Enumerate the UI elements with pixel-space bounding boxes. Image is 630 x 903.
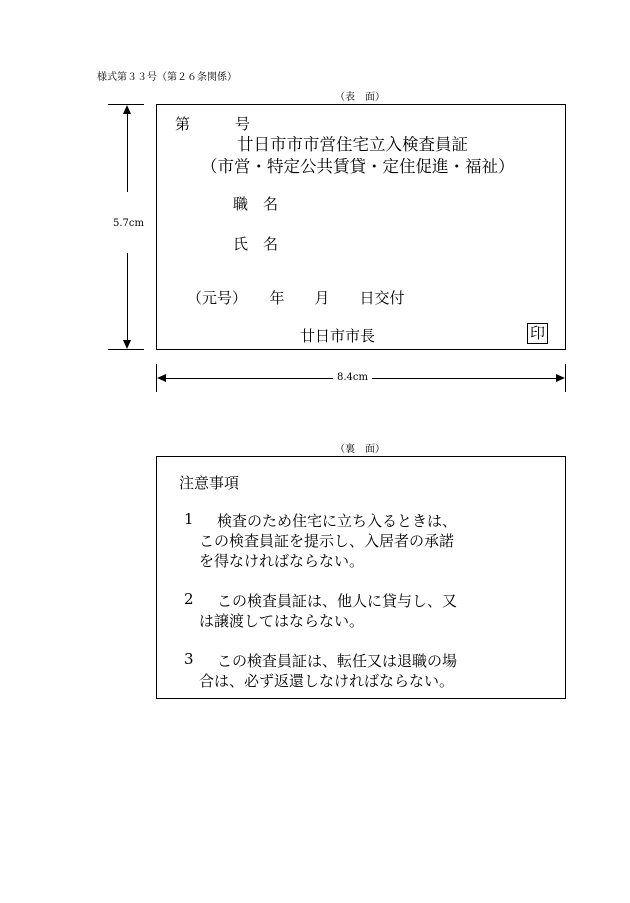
height-line-bottom	[127, 253, 128, 341]
note-line: この検査員証は、転任又は退職の場	[217, 652, 458, 670]
width-extension-right	[565, 364, 566, 392]
notes-heading: 注意事項	[179, 474, 240, 492]
back-side-label: （裏 面）	[335, 444, 385, 455]
front-side-label: （表 面）	[335, 92, 385, 103]
note-line: この検査員証は、他人に貸与し、又	[217, 592, 458, 610]
position-label: 職 名	[233, 195, 279, 213]
issuer-name: 廿日市市長	[300, 327, 376, 345]
back-card	[156, 456, 566, 699]
note-line: この検査員証を提示し、入居者の承諾	[199, 532, 455, 550]
form-number: 様式第３３号（第２６条関係）	[97, 72, 237, 83]
note-line: は譲渡してはならない。	[199, 612, 365, 630]
note-number: 2	[184, 590, 194, 608]
note-line: 合は、必ず返還しなければならない。	[199, 672, 455, 690]
seal-stamp: 印	[527, 323, 548, 344]
card-subtitle: （市営・特定公共賃貸・定住促進・福祉）	[201, 157, 515, 176]
note-number: 3	[184, 650, 194, 668]
card-title: 廿日市市市営住宅立入検査員証	[237, 135, 468, 154]
note-number: 1	[184, 510, 194, 528]
front-card	[156, 104, 566, 350]
height-extension-bottom	[108, 349, 144, 350]
arrow-down-icon	[123, 340, 131, 349]
issue-date-line: （元号） 年 月 日交付	[187, 289, 405, 307]
note-line: を得なければならない。	[199, 552, 365, 570]
width-label: 8.4cm	[333, 372, 372, 383]
note-line: 検査のため住宅に立ち入るときは、	[217, 512, 458, 530]
number-line: 第 号	[175, 115, 251, 133]
name-label: 氏 名	[233, 235, 279, 253]
arrow-right-icon	[556, 374, 565, 382]
width-label-wrap	[333, 371, 372, 385]
height-label: 5.7cm	[113, 218, 144, 229]
height-line-top	[127, 112, 128, 192]
